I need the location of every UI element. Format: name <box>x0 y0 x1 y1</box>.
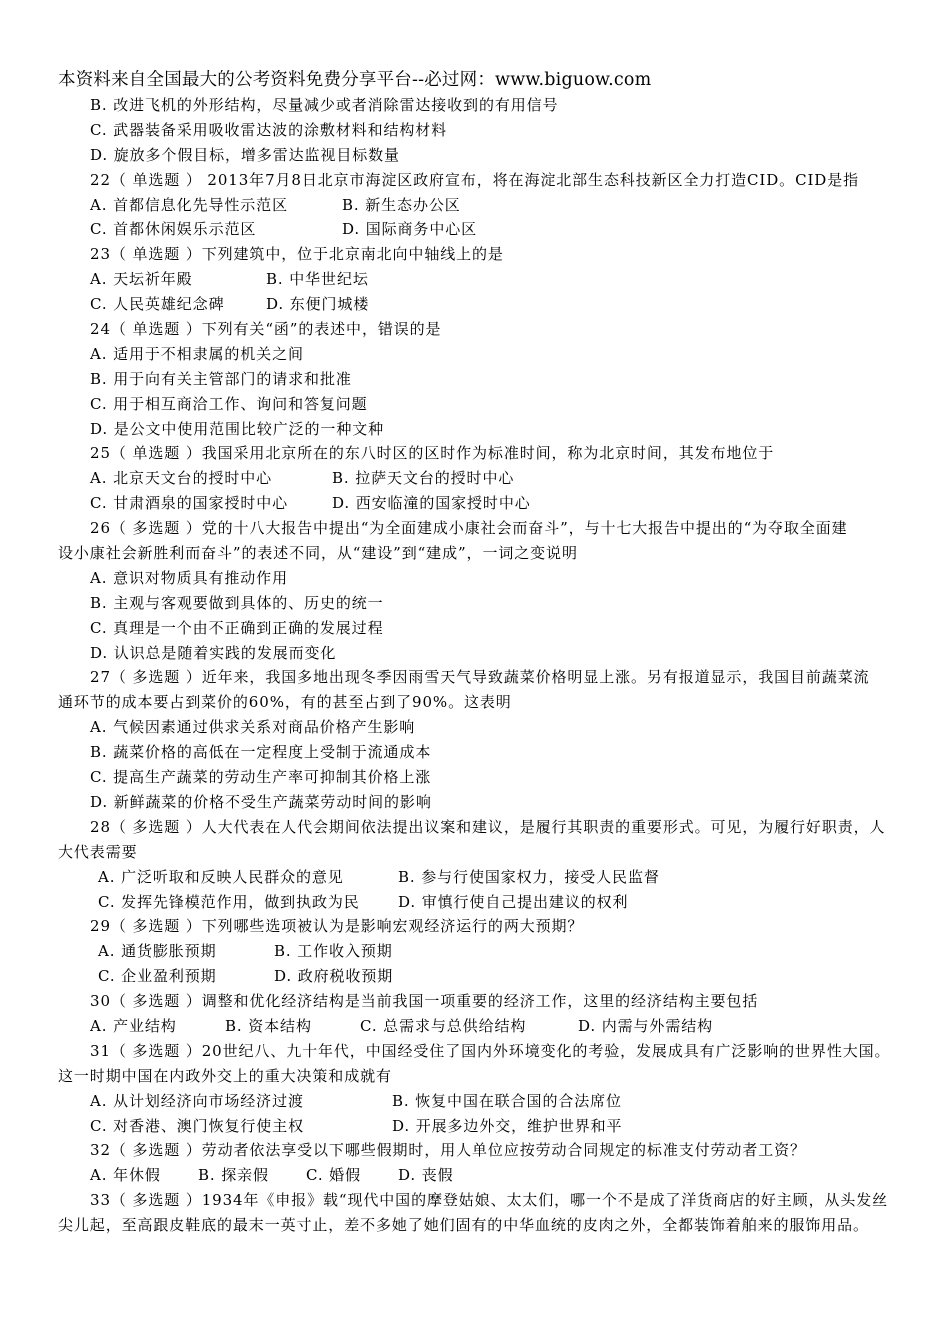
text-line <box>58 118 894 143</box>
text-line <box>58 342 894 367</box>
question-list <box>58 93 894 1238</box>
option-text: A. 产业结构 <box>90 1016 177 1035</box>
text-line <box>58 1114 894 1139</box>
line-text: 26（ 多选题 ）党的十八大报告中提出“为全面建成小康社会而奋斗”，与十七大报告中提出的“为夺取全面建 <box>90 519 848 538</box>
text-line <box>58 715 894 740</box>
text-line <box>58 890 894 915</box>
text-line <box>58 1138 894 1163</box>
option-text: A. 年休假 <box>90 1166 161 1185</box>
text-line <box>58 1163 894 1188</box>
line-text: D. 是公文中使用范围比较广泛的一种文种 <box>90 419 385 438</box>
line-text: 32（ 多选题 ）劳动者依法享受以下哪些假期时，用人单位应按劳动合同规定的标准支付劳动者工资？ <box>90 1141 806 1160</box>
text-line <box>58 566 894 591</box>
option-text: D. 审慎行使自己提出建议的权利 <box>398 892 629 911</box>
text-line <box>58 964 894 989</box>
text-line <box>58 541 894 566</box>
option-text: A. 首都信息化先导性示范区 <box>90 195 288 214</box>
option-text: D. 政府税收预期 <box>274 967 394 986</box>
option-text: B. 恢复中国在联合国的合法席位 <box>392 1091 622 1110</box>
text-line <box>58 143 894 168</box>
text-line <box>58 1064 894 1089</box>
line-text: B. 蔬菜价格的高低在一定程度上受制于流通成本 <box>90 743 432 762</box>
text-line <box>58 93 894 118</box>
line-text: 25（ 单选题 ）我国采用北京所在的东八时区的区时作为标准时间，称为北京时间，其发布地位于 <box>90 444 775 463</box>
text-line <box>58 989 894 1014</box>
line-text: A. 适用于不相隶属的机关之间 <box>90 344 304 363</box>
text-line <box>58 641 894 666</box>
line-text: B. 用于向有关主管部门的请求和批准 <box>90 369 352 388</box>
option-text: C. 发挥先锋模范作用，做到执政为民 <box>98 892 360 911</box>
line-text: C. 用于相互商洽工作、询问和答复问题 <box>90 394 368 413</box>
text-line <box>58 417 894 442</box>
text-line <box>58 591 894 616</box>
option-text: D. 东便门城楼 <box>266 295 370 314</box>
text-line <box>58 1014 894 1039</box>
line-text: D. 旋放多个假目标，增多雷达监视目标数量 <box>90 145 400 164</box>
option-text: A. 广泛听取和反映人民群众的意见 <box>98 867 344 886</box>
line-text: 33（ 多选题 ）1934年《申报》载“现代中国的摩登姑娘、太太们，哪一个不是成了洋货商店的好主顾，从头发丝 <box>90 1191 889 1210</box>
line-text: 27（ 多选题 ）近年来，我国多地出现冬季因雨雪天气导致蔬菜价格明显上涨。另有报道显示，我国目前蔬菜流 <box>90 668 870 687</box>
text-line <box>58 491 894 516</box>
text-line <box>58 267 894 292</box>
text-line <box>58 665 894 690</box>
line-text: 通环节的成本要占到菜价的60%，有的甚至占到了90%。这表明 <box>58 693 512 712</box>
line-text: D. 认识总是随着实践的发展而变化 <box>90 643 337 662</box>
option-text: C. 对香港、澳门恢复行使主权 <box>90 1116 304 1135</box>
text-line <box>58 1089 894 1114</box>
text-line <box>58 441 894 466</box>
line-text: 31（ 多选题 ）20世纪八、九十年代，中国经受住了国内外环境变化的考验，发展成具有广泛影响的世界性大国。 <box>90 1041 891 1060</box>
line-text: 22（ 单选题 ） 2013年7月8日北京市海淀区政府宣布，将在海淀北部生态科技新区全力打造CID。CID是指 <box>90 170 860 189</box>
option-text: D. 西安临潼的国家授时中心 <box>332 494 531 513</box>
text-line <box>58 914 894 939</box>
line-text: C. 武器装备采用吸收雷达波的涂敷材料和结构材料 <box>90 120 448 139</box>
line-text: 这一时期中国在内政外交上的重大决策和成就有 <box>58 1066 392 1085</box>
line-text: 大代表需要 <box>58 842 138 861</box>
text-line <box>58 865 894 890</box>
line-text: B. 主观与客观要做到具体的、历史的统一 <box>90 593 384 612</box>
text-line <box>58 193 894 218</box>
option-text: D. 丧假 <box>398 1166 454 1185</box>
option-text: A. 天坛祈年殿 <box>90 270 193 289</box>
text-line <box>58 1039 894 1064</box>
text-line <box>58 317 894 342</box>
line-text: 23（ 单选题 ）下列建筑中，位于北京南北向中轴线上的是 <box>90 245 504 264</box>
text-line <box>58 392 894 417</box>
line-text: 29（ 多选题 ）下列哪些选项被认为是影响宏观经济运行的两大预期？ <box>90 917 584 936</box>
text-line <box>58 466 894 491</box>
option-text: B. 工作收入预期 <box>274 942 393 961</box>
option-text: B. 新生态办公区 <box>342 195 461 214</box>
text-line <box>58 1213 894 1238</box>
option-text: C. 首都休闲娱乐示范区 <box>90 220 257 239</box>
line-text: A. 气候因素通过供求关系对商品价格产生影响 <box>90 718 416 737</box>
option-text: C. 总需求与总供给结构 <box>360 1016 527 1035</box>
option-text: D. 内需与外需结构 <box>578 1016 714 1035</box>
option-text: A. 从计划经济向市场经济过渡 <box>90 1091 304 1110</box>
text-line <box>58 168 894 193</box>
option-text: D. 开展多边外交，维护世界和平 <box>392 1116 623 1135</box>
option-text: B. 拉萨天文台的授时中心 <box>332 469 515 488</box>
line-text: C. 真理是一个由不正确到正确的发展过程 <box>90 618 384 637</box>
option-text: B. 中华世纪坛 <box>266 270 369 289</box>
line-text: A. 意识对物质具有推动作用 <box>90 568 288 587</box>
text-line <box>58 516 894 541</box>
text-line <box>58 690 894 715</box>
text-line <box>58 740 894 765</box>
line-text: 尖儿起，至高跟皮鞋底的最末一英寸止，差不多她了她们固有的中华血统的皮肉之外，全都装饰着舶来的服饰用品。 <box>58 1216 869 1235</box>
option-text: B. 资本结构 <box>225 1016 312 1035</box>
line-text: B. 改进飞机的外形结构，尽量减少或者消除雷达接收到的有用信号 <box>90 96 559 114</box>
option-text: B. 参与行使国家权力，接受人民监督 <box>398 867 660 886</box>
option-text: C. 婚假 <box>306 1166 361 1185</box>
option-text: C. 企业盈利预期 <box>98 967 217 986</box>
option-text: A. 通货膨胀预期 <box>98 942 217 961</box>
page-header: 本资料来自全国最大的公考资料免费分享平台--必过网：www.biguow.com <box>58 70 652 90</box>
line-text: 30（ 多选题 ）调整和优化经济结构是当前我国一项重要的经济工作，这里的经济结构主要包括 <box>90 992 759 1011</box>
text-line <box>58 815 894 840</box>
text-line <box>58 616 894 641</box>
option-text: B. 探亲假 <box>198 1166 269 1185</box>
line-text: D. 新鲜蔬菜的价格不受生产蔬菜劳动时间的影响 <box>90 792 432 811</box>
text-line <box>58 1188 894 1213</box>
line-text: 24（ 单选题 ）下列有关“函”的表述中，错误的是 <box>90 320 442 339</box>
option-text: D. 国际商务中心区 <box>342 220 478 239</box>
text-line <box>58 840 894 865</box>
text-line <box>58 790 894 815</box>
option-text: A. 北京天文台的授时中心 <box>90 469 273 488</box>
option-text: C. 人民英雄纪念碑 <box>90 295 225 314</box>
option-text: C. 甘肃酒泉的国家授时中心 <box>90 494 289 513</box>
text-line <box>58 242 894 267</box>
text-line <box>58 367 894 392</box>
line-text: C. 提高生产蔬菜的劳动生产率可抑制其价格上涨 <box>90 768 432 787</box>
line-text: 28（ 多选题 ）人大代表在人代会期间依法提出议案和建议，是履行其职责的重要形式。可见，为履行好职责，人 <box>90 817 886 836</box>
text-line <box>58 217 894 242</box>
text-line <box>58 939 894 964</box>
text-line <box>58 292 894 317</box>
text-line <box>58 765 894 790</box>
line-text: 设小康社会新胜利而奋斗”的表述不同，从“建设”到“建成”，一词之变说明 <box>58 544 578 563</box>
